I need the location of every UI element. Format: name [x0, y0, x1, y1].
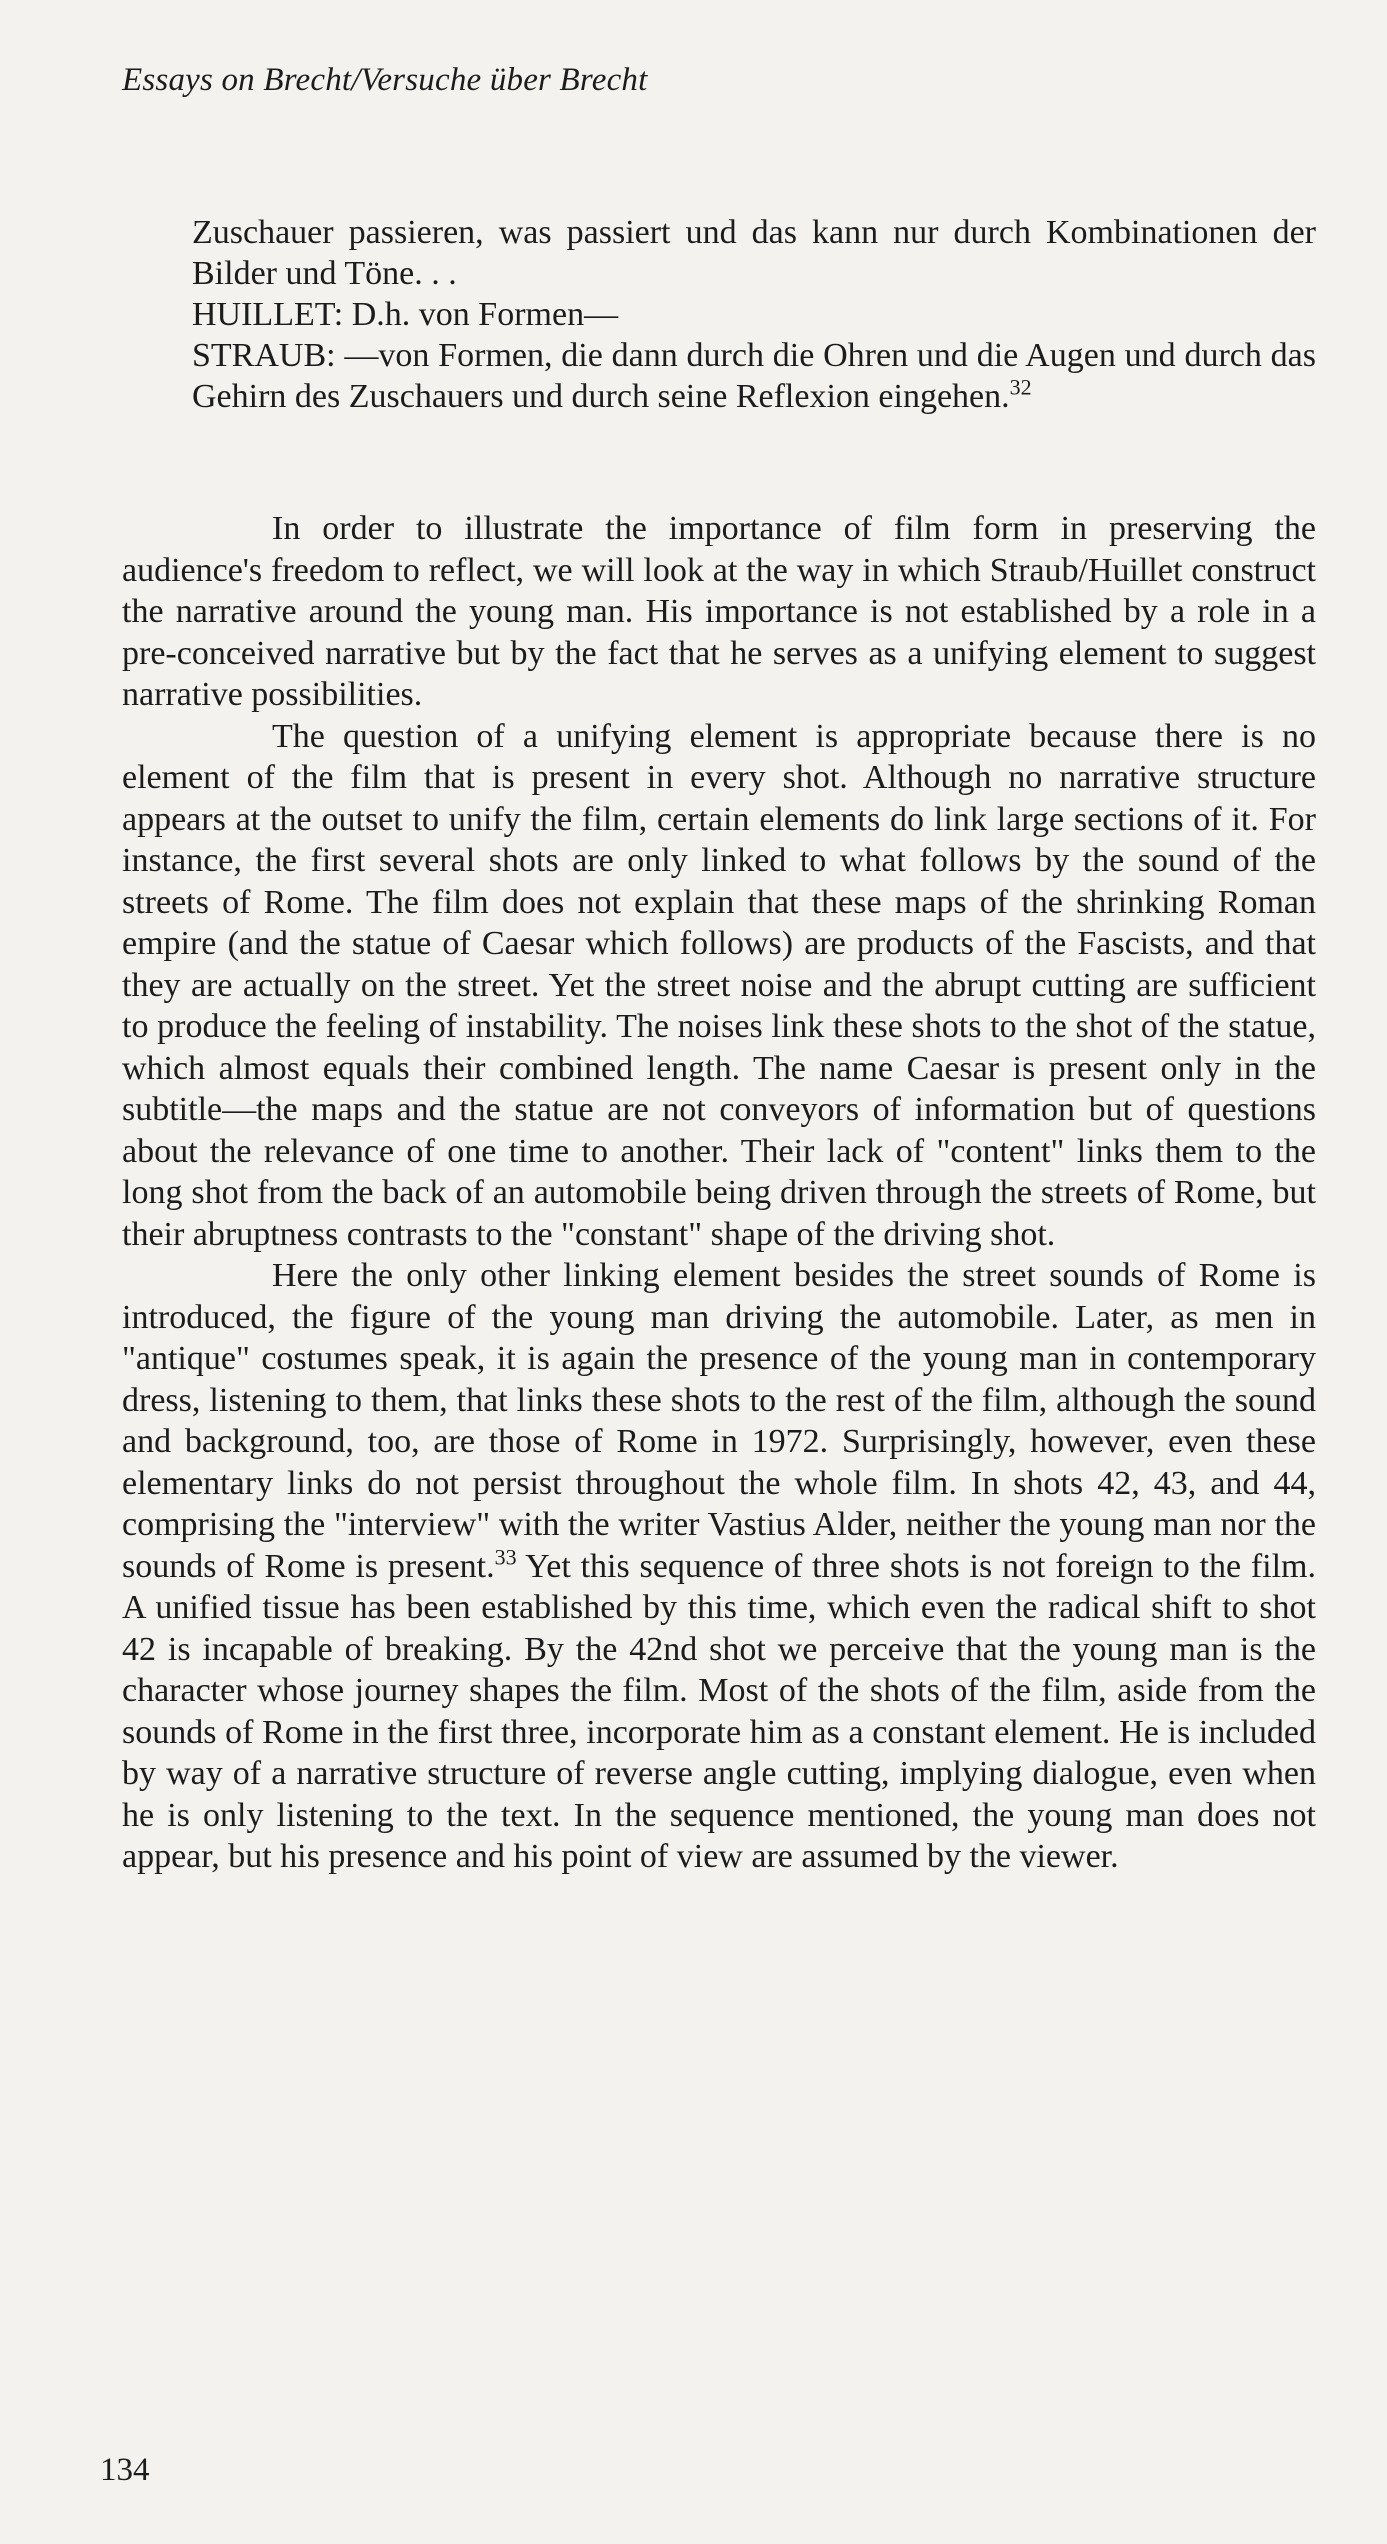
- paragraph-3-part-2: Yet this sequence of three shots is not foreign to the film. A unified tissue has been established by this time, which even the radical shift to shot 42 is incapable of breaking. By the 42nd shot we perceive that the young man is the character whose journey shapes the film. Most of the shots of the film, aside from the sounds of Rome in the first three, incorporate him as a constant element. He is included by way of a narrative structure of reverse angle cutting, implying dialogue, even when he is only listening to the text. In the sequence mentioned, the young man does not appear, but his presence and his point of view are assumed by the viewer.: [122, 1547, 1316, 1875]
- quote-text-1: Zuschauer passieren, was passiert und das kann nur durch Kombinationen der Bilder und Töne. . .: [192, 214, 1316, 292]
- block-quote: [192, 212, 1316, 417]
- footnote-ref-32: 32: [1009, 374, 1032, 400]
- paragraph-3-part-1: Here the only other linking element besides the street sounds of Rome is introduced, the figure of the young man driving the automobile. Later, as men in "antique" costumes speak, it is again the presence of the young man in contemporary dress, listening to them, that links these shots to the rest of the film, although the sound and background, too, are those of Rome in 1972. Surprisingly, however, even these elementary links do not persist throughout the whole film. In shots 42, 43, and 44, comprising the "interview" with the writer Vastius Alder, neither the young man nor the sounds of Rome is present.: [122, 1257, 1316, 1585]
- paragraph-2: The question of a unifying element is appropriate because there is no element of the film that is present in every shot. Although no narrative structure appears at the outset to unify the film, certain elements do link large sections of it. For instance, the first several shots are only linked to what follows by the sound of the streets of Rome. The film does not explain that these maps of the shrinking Roman empire (and the statue of Caesar which follows) are products of the Fascists, and that they are actually on the street. Yet the street noise and the abrupt cutting are sufficient to produce the feeling of instability. The noises link these shots to the shot of the statue, which almost equals their combined length. The name Caesar is present only in the subtitle—the maps and the statue are not conveyors of information but of questions about the relevance of one time to another. Their lack of "content" links them to the long shot from the back of an automobile being driven through the streets of Rome, but their abruptness contrasts to the "constant" shape of the driving shot.: [122, 717, 1316, 1253]
- quote-text-2: HUILLET: D.h. von Formen—: [192, 296, 619, 333]
- body-text: [122, 508, 1316, 1878]
- footnote-ref-33: 33: [494, 1544, 517, 1570]
- running-head: Essays on Brecht/Versuche über Brecht: [122, 62, 648, 98]
- quote-line-2: [192, 294, 1316, 335]
- paragraph-3: [122, 1255, 1316, 1878]
- quote-line-1: [192, 212, 1316, 294]
- quote-text-3: STRAUB: —von Formen, die dann durch die Ohren und die Augen und durch das Gehirn des Zuschauers und durch seine Reflexion eingehen.: [192, 337, 1316, 415]
- quote-line-3: [192, 335, 1316, 417]
- paragraph-1: In order to illustrate the importance of film form in preserving the audience's freedom to reflect, we will look at the way in which Straub/Huillet construct the narrative around the young man. His importance is not established by a role in a pre-conceived narrative but by the fact that he serves as a unifying element to suggest narrative possibilities.: [122, 510, 1316, 713]
- page-number: 134: [100, 2452, 150, 2488]
